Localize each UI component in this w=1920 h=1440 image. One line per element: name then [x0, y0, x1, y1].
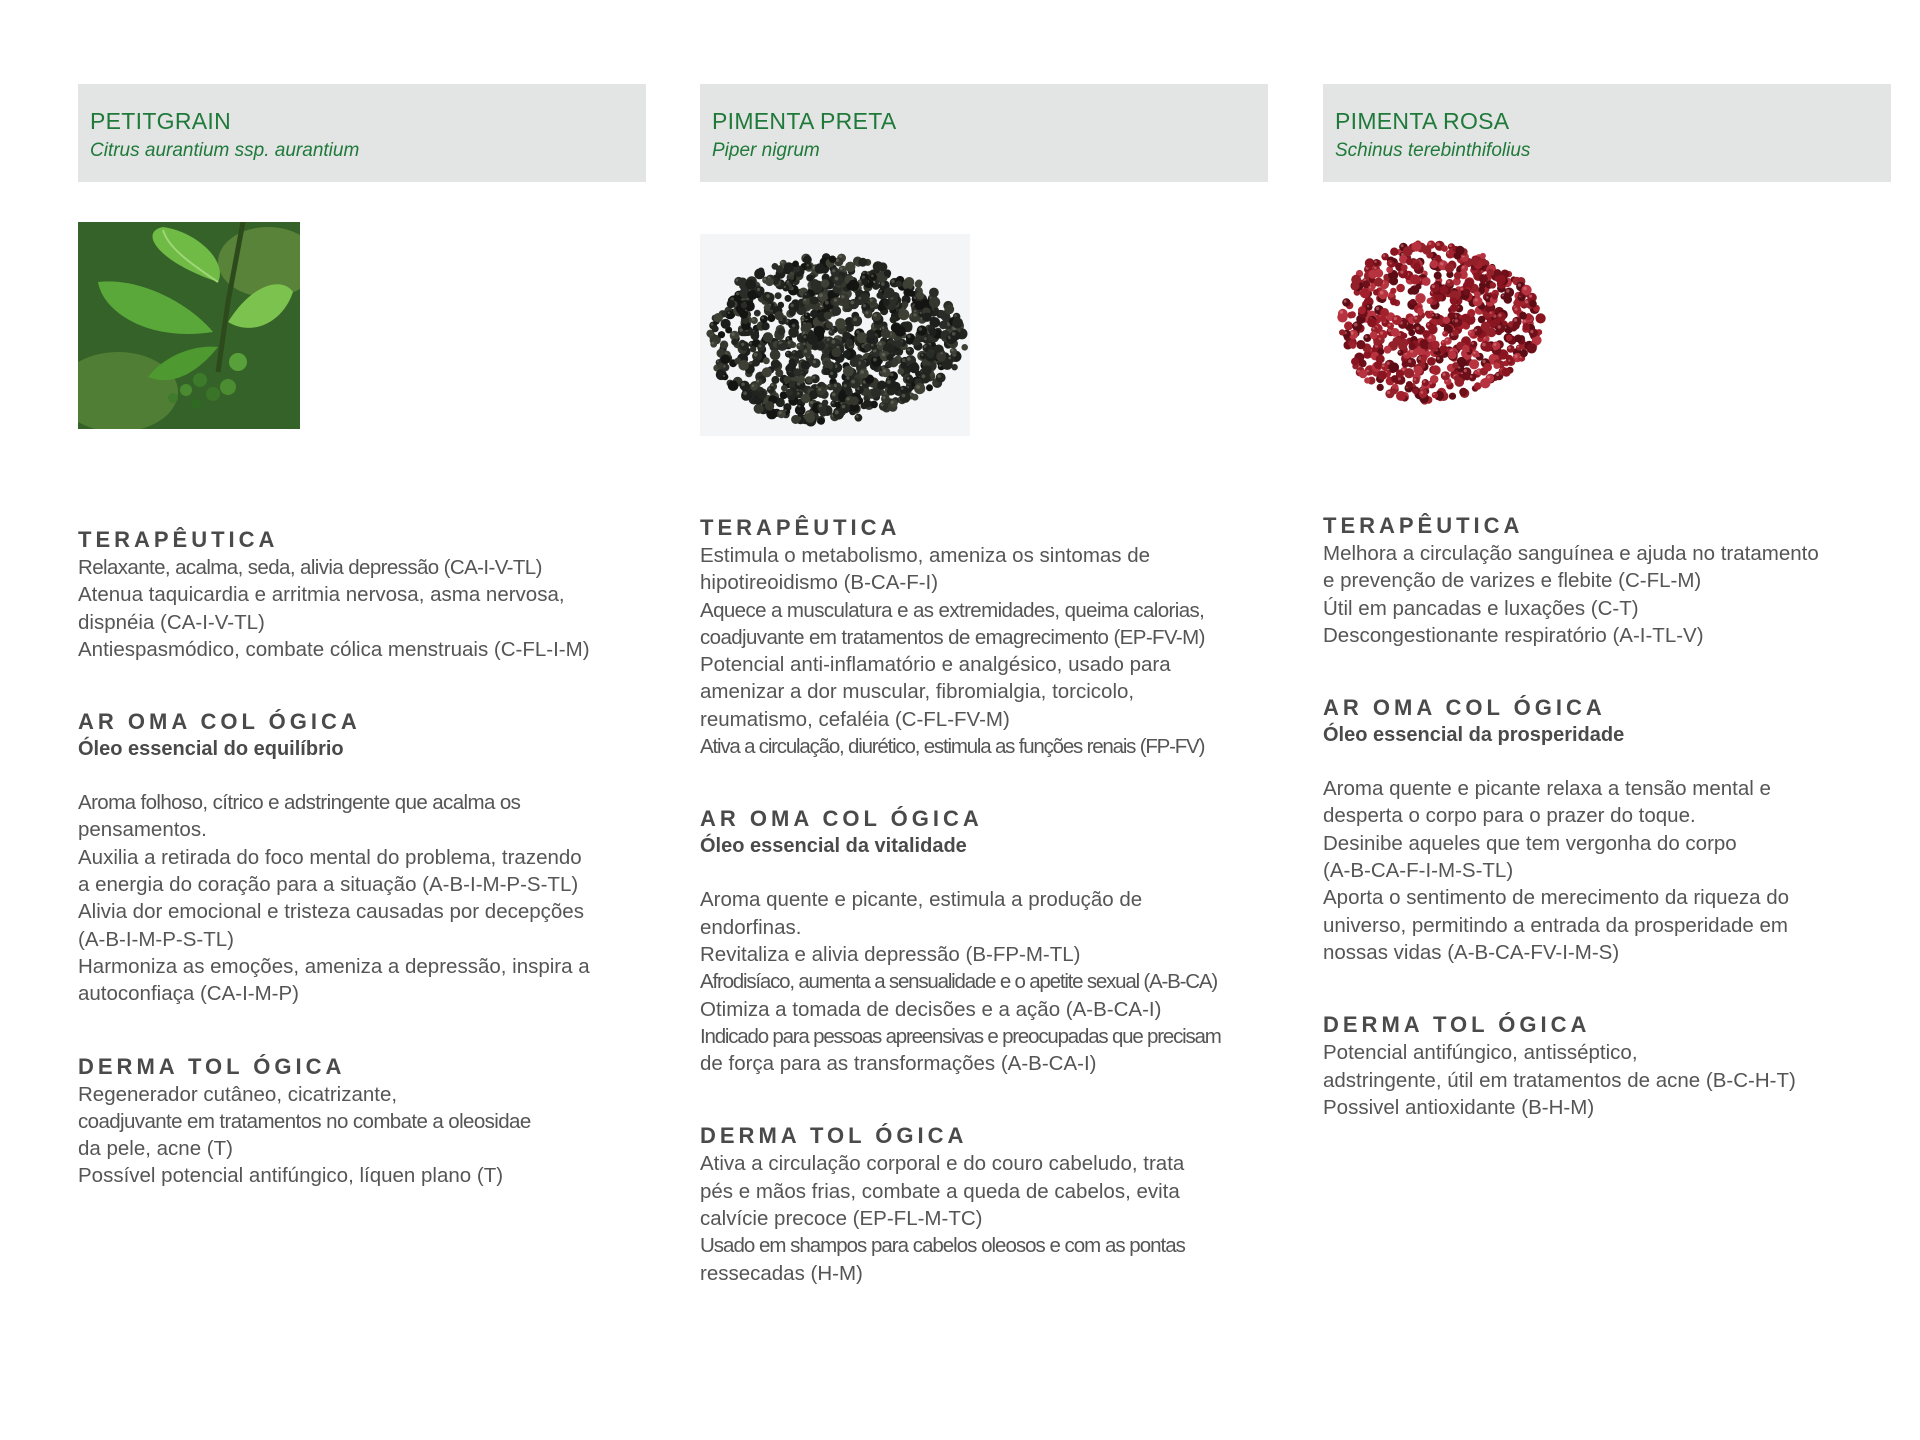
text-line: Ativa a circulação, diurético, estimula as funções renais (FP-FV) — [700, 735, 1205, 759]
section-body — [78, 1081, 646, 1190]
text-line: Potencial antifúngico, antisséptico, — [1323, 1041, 1638, 1065]
text-line: e prevenção de varizes e flebite (C-FL-M) — [1323, 569, 1702, 593]
text-line: Indicado para pessoas apreensivas e preocupadas que precisam — [700, 1024, 1221, 1048]
section-body — [1323, 540, 1891, 649]
text-line: Possivel antioxidante (B-H-M) — [1323, 1095, 1595, 1119]
text-line: Aquece a musculatura e as extremidades, queima calorias, — [700, 598, 1205, 622]
pink-pepper-photo — [1329, 230, 1561, 420]
text-line: endorfinas. — [700, 915, 802, 939]
oil-header — [1323, 84, 1891, 182]
text-line: Aroma quente e picante, estimula a produção de — [700, 888, 1143, 912]
section-title: TERAPÊUTICA — [1323, 513, 1524, 538]
section-subtitle: Óleo essencial do equilíbrio — [78, 738, 344, 761]
section-subtitle: Óleo essencial da prosperidade — [1323, 724, 1625, 747]
text-line: universo, permitindo a entrada da prosperidade em — [1323, 913, 1788, 937]
oil-scientific-name: Piper nigrum — [712, 140, 820, 161]
text-line: Otimiza a tomada de decisões e a ação (A-B-CA-I) — [700, 997, 1162, 1021]
text-line: Aroma quente e picante relaxa a tensão mental e — [1323, 777, 1771, 801]
column-pimenta-rosa — [1323, 84, 1891, 1121]
text-line: reumatismo, cefaléia (C-FL-FV-M) — [700, 707, 1010, 731]
section-body — [78, 789, 646, 1007]
text-line: Ativa a circulação corporal e do couro cabeludo, trata — [700, 1152, 1185, 1176]
text-line: ressecadas (H-M) — [700, 1261, 863, 1285]
text-line: Afrodisíaco, aumenta a sensualidade e o apetite sexual (A-B-CA) — [700, 970, 1217, 994]
text-line: Revitaliza e alivia depressão (B-FP-M-TL) — [700, 942, 1081, 966]
black-pepper-photo — [700, 234, 970, 436]
column-petitgrain — [78, 84, 646, 1190]
section-title: DERMA TOL ÓGICA — [1323, 1012, 1591, 1038]
oil-scientific-name: Schinus terebinthifolius — [1335, 140, 1531, 161]
text-line: Desinibe aqueles que tem vergonha do corpo — [1323, 831, 1737, 855]
aromacologica-section — [1323, 694, 1891, 966]
section-title: DERMA TOL ÓGICA — [700, 1123, 968, 1149]
text-line: Harmoniza as emoções, ameniza a depressão, inspira a — [78, 954, 590, 978]
text-line: coadjuvante em tratamentos no combate a oleosidae — [78, 1109, 531, 1133]
text-line: desperta o corpo para o prazer do toque. — [1323, 804, 1696, 828]
dermatologica-section — [78, 1053, 646, 1190]
text-line: Atenua taquicardia e arritmia nervosa, asma nervosa, — [78, 583, 565, 607]
text-line: pensamentos. — [78, 818, 207, 842]
section-subtitle: Óleo essencial da vitalidade — [700, 835, 967, 858]
text-line: Estimula o metabolismo, ameniza os sintomas de — [700, 544, 1151, 567]
therapeutic-section — [78, 526, 646, 663]
text-line: Aroma folhoso, cítrico e adstringente que acalma os — [78, 791, 521, 815]
text-line: nossas vidas (A-B-CA-FV-I-M-S) — [1323, 940, 1620, 964]
text-line: de força para as transformações (A-B-CA-I) — [700, 1052, 1097, 1076]
oil-name: PIMENTA PRETA — [712, 108, 897, 134]
text-line: Usado em shampos para cabelos oleosos e com as pontas — [700, 1234, 1185, 1258]
text-line: Relaxante, acalma, seda, alivia depressão (CA-I-V-TL) — [78, 556, 542, 579]
section-title: AR OMA COL ÓGICA — [1323, 695, 1606, 721]
section-body — [700, 542, 1268, 760]
section-body — [1323, 1039, 1891, 1121]
text-line: (A-B-CA-F-I-M-S-TL) — [1323, 859, 1514, 883]
petitgrain-photo — [78, 222, 300, 429]
text-line: adstringente, útil em tratamentos de acne (B-C-H-T) — [1323, 1068, 1796, 1092]
text-line: da pele, acne (T) — [78, 1137, 233, 1161]
therapeutic-section — [700, 514, 1268, 760]
oil-name: PETITGRAIN — [90, 108, 232, 134]
section-body — [1323, 775, 1891, 966]
text-line: Aporta o sentimento de merecimento da riqueza do — [1323, 886, 1790, 910]
text-line: a energia do coração para a situação (A-B-I-M-P-S-TL) — [78, 873, 579, 897]
text-line: dispnéia (CA-I-V-TL) — [78, 610, 265, 634]
text-line: pés e mãos frias, combate a queda de cabelos, evita — [700, 1179, 1180, 1203]
text-line: Regenerador cutâneo, cicatrizante, — [78, 1082, 398, 1106]
oil-scientific-name: Citrus aurantium ssp. aurantium — [90, 140, 360, 161]
oil-header — [700, 84, 1268, 182]
section-title: TERAPÊUTICA — [78, 527, 279, 552]
text-line: Útil em pancadas e luxações (C-T) — [1323, 596, 1639, 620]
text-line: Potencial anti-inflamatório e analgésico, usado para — [700, 653, 1171, 677]
text-line: autoconfiaça (CA-I-M-P) — [78, 982, 300, 1006]
text-line: (A-B-I-M-P-S-TL) — [78, 927, 235, 951]
oil-header — [78, 84, 646, 182]
text-line: Alivia dor emocional e tristeza causadas por decepções — [78, 900, 584, 924]
section-body — [78, 554, 646, 663]
text-line: calvície precoce (EP-FL-M-TC) — [700, 1207, 983, 1231]
column-pimenta-preta — [700, 84, 1268, 1287]
text-line: amenizar a dor muscular, fibromialgia, torcicolo, — [700, 680, 1135, 704]
text-line: hipotireoidismo (B-CA-F-I) — [700, 571, 939, 595]
dermatologica-section — [1323, 1011, 1891, 1121]
therapeutic-section — [1323, 512, 1891, 649]
section-title: AR OMA COL ÓGICA — [700, 806, 983, 832]
section-title: AR OMA COL ÓGICA — [78, 709, 361, 735]
aromacologica-section — [700, 805, 1268, 1077]
section-body — [700, 886, 1268, 1077]
text-line: Melhora a circulação sanguínea e ajuda no tratamento — [1323, 542, 1819, 565]
text-line: Possível potencial antifúngico, líquen plano (T) — [78, 1164, 504, 1188]
oil-name: PIMENTA ROSA — [1335, 108, 1510, 134]
section-title: DERMA TOL ÓGICA — [78, 1053, 346, 1079]
section-body — [700, 1150, 1268, 1286]
text-line: Antiespasmódico, combate cólica menstruais (C-FL-I-M) — [78, 637, 590, 661]
dermatologica-section — [700, 1122, 1268, 1286]
text-line: Auxilia a retirada do foco mental do problema, trazendo — [78, 845, 582, 869]
aromacologica-section — [78, 708, 646, 1007]
text-line: Descongestionante respiratório (A-I-TL-V) — [1323, 623, 1704, 647]
text-line: coadjuvante em tratamentos de emagrecimento (EP-FV-M) — [700, 625, 1205, 649]
section-title: TERAPÊUTICA — [700, 515, 901, 540]
